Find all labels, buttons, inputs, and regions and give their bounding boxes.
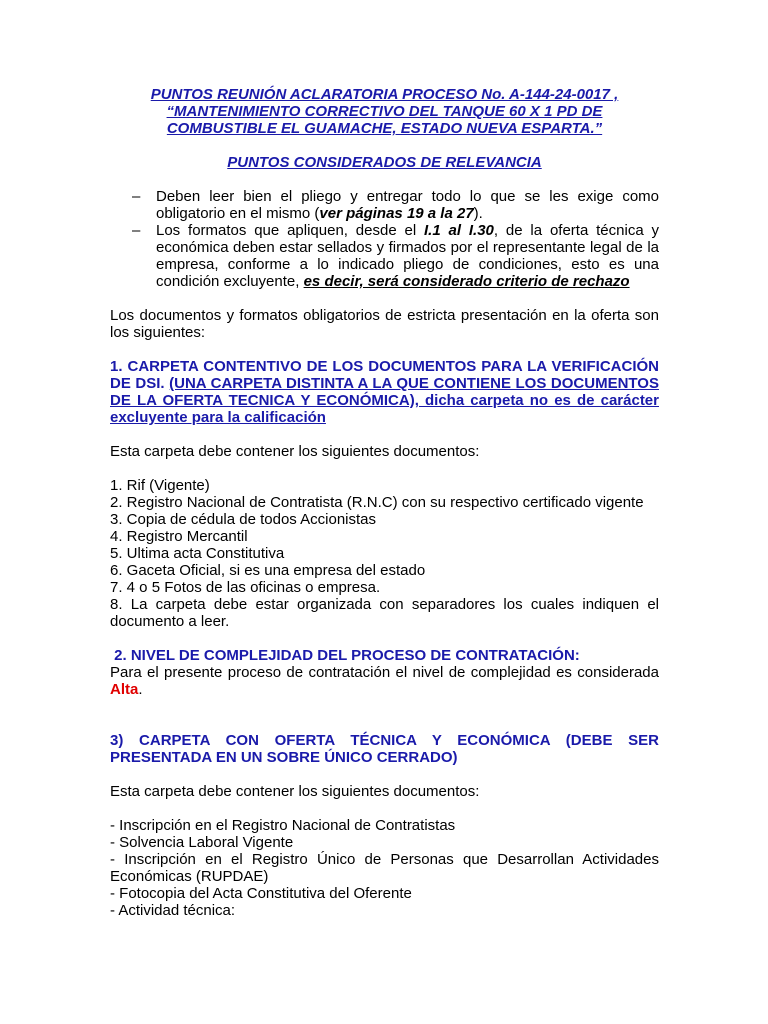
section-2-text-part: . bbox=[138, 681, 143, 698]
section-3-lead: Esta carpeta debe contener los siguientes documentos: bbox=[110, 783, 480, 800]
section-1-heading-underlined: (UNA CARPETA DISTINTA A LA QUE CONTIENE LOS DOCUMENTOS DE LA OFERTA TECNICA Y ECONÓMICA), dicha carpeta no es de carácter excluyente para la calificación bbox=[110, 375, 659, 426]
bullet-text bbox=[156, 188, 659, 222]
bullet-text-part: ). bbox=[473, 205, 483, 222]
dash-marker: – bbox=[132, 222, 141, 239]
dash-marker: – bbox=[132, 188, 141, 205]
list-item: - Fotocopia del Acta Constitutiva del Oferente bbox=[110, 885, 412, 902]
document-subtitle: PUNTOS CONSIDERADOS DE RELEVANCIA bbox=[227, 154, 542, 171]
list-item: - Actividad técnica: bbox=[110, 902, 236, 919]
title-line: “MANTENIMIENTO CORRECTIVO DEL TANQUE 60 X 1 PD DE bbox=[166, 103, 603, 120]
bullet-text bbox=[156, 222, 659, 290]
bullet-text-part: , de la oferta técnica y económica deben estar sellados y firmados por el representante legal de la empresa, conforme a lo indicado pliego de condiciones, esto es una condición excluyente, bbox=[156, 222, 660, 290]
section-2-heading: 2. NIVEL DE COMPLEJIDAD DEL PROCESO DE CONTRATACIÓN: bbox=[110, 647, 580, 664]
list-item: - Inscripción en el Registro Nacional de Contratistas bbox=[110, 817, 456, 834]
section-1-heading bbox=[110, 358, 659, 426]
section-2-text bbox=[110, 664, 659, 698]
list-item: 6. Gaceta Oficial, si es una empresa del estado bbox=[110, 562, 426, 579]
section-2-text-part: Para el presente proceso de contratación el nivel de complejidad es considerada bbox=[110, 664, 659, 681]
document-title bbox=[110, 86, 659, 137]
list-item: 4. Registro Mercantil bbox=[110, 528, 248, 545]
list-item: 2. Registro Nacional de Contratista (R.N.C) con su respectivo certificado vigente bbox=[110, 494, 644, 511]
bullet-emphasis: ver páginas 19 a la 27 bbox=[319, 205, 474, 222]
bullet-emphasis-underlined: es decir, será considerado criterio de rechazo bbox=[303, 273, 630, 290]
complexity-level: Alta bbox=[110, 681, 139, 698]
list-item: 1. Rif (Vigente) bbox=[110, 477, 210, 494]
bullet-item bbox=[110, 222, 659, 290]
relevance-bullet-list bbox=[110, 188, 659, 290]
intro-paragraph: Los documentos y formatos obligatorios de estricta presentación en la oferta son los siguientes: bbox=[110, 307, 659, 341]
section-3-heading: 3) CARPETA CON OFERTA TÉCNICA Y ECONÓMICA (DEBE SER PRESENTADA EN UN SOBRE ÚNICO CERRADO) bbox=[110, 732, 659, 766]
title-line: PUNTOS REUNIÓN ACLARATORIA PROCESO No. A-144-24-0017 , bbox=[150, 86, 619, 103]
title-line: COMBUSTIBLE EL GUAMACHE, ESTADO NUEVA ESPARTA.” bbox=[166, 120, 603, 137]
bullet-text-part: Los formatos que apliquen, desde el bbox=[156, 222, 425, 239]
list-item: 7. 4 o 5 Fotos de las oficinas o empresa. bbox=[110, 579, 381, 596]
section-1-document-list bbox=[110, 477, 659, 630]
bullet-emphasis: I.1 al I.30 bbox=[424, 222, 494, 239]
document-page bbox=[110, 86, 659, 919]
section-1-lead: Esta carpeta debe contener los siguientes documentos: bbox=[110, 443, 480, 460]
section-3-document-list bbox=[110, 817, 659, 919]
list-item: - Inscripción en el Registro Único de Personas que Desarrollan Actividades Económicas (RUPDAE) bbox=[110, 851, 659, 885]
list-item: - Solvencia Laboral Vigente bbox=[110, 834, 294, 851]
list-item: 3. Copia de cédula de todos Accionistas bbox=[110, 511, 377, 528]
section-1-heading-text: 1. CARPETA CONTENTIVO DE LOS DOCUMENTOS PARA LA VERIFICACIÓN DE DSI. bbox=[110, 358, 659, 392]
list-item: 5. Ultima acta Constitutiva bbox=[110, 545, 285, 562]
bullet-text-part: Deben leer bien el pliego y entregar todo lo que se les exige como obligatorio en el mismo ( bbox=[156, 188, 659, 222]
list-item: 8. La carpeta debe estar organizada con separadores los cuales indiquen el documento a leer. bbox=[110, 596, 659, 630]
bullet-item bbox=[110, 188, 659, 222]
